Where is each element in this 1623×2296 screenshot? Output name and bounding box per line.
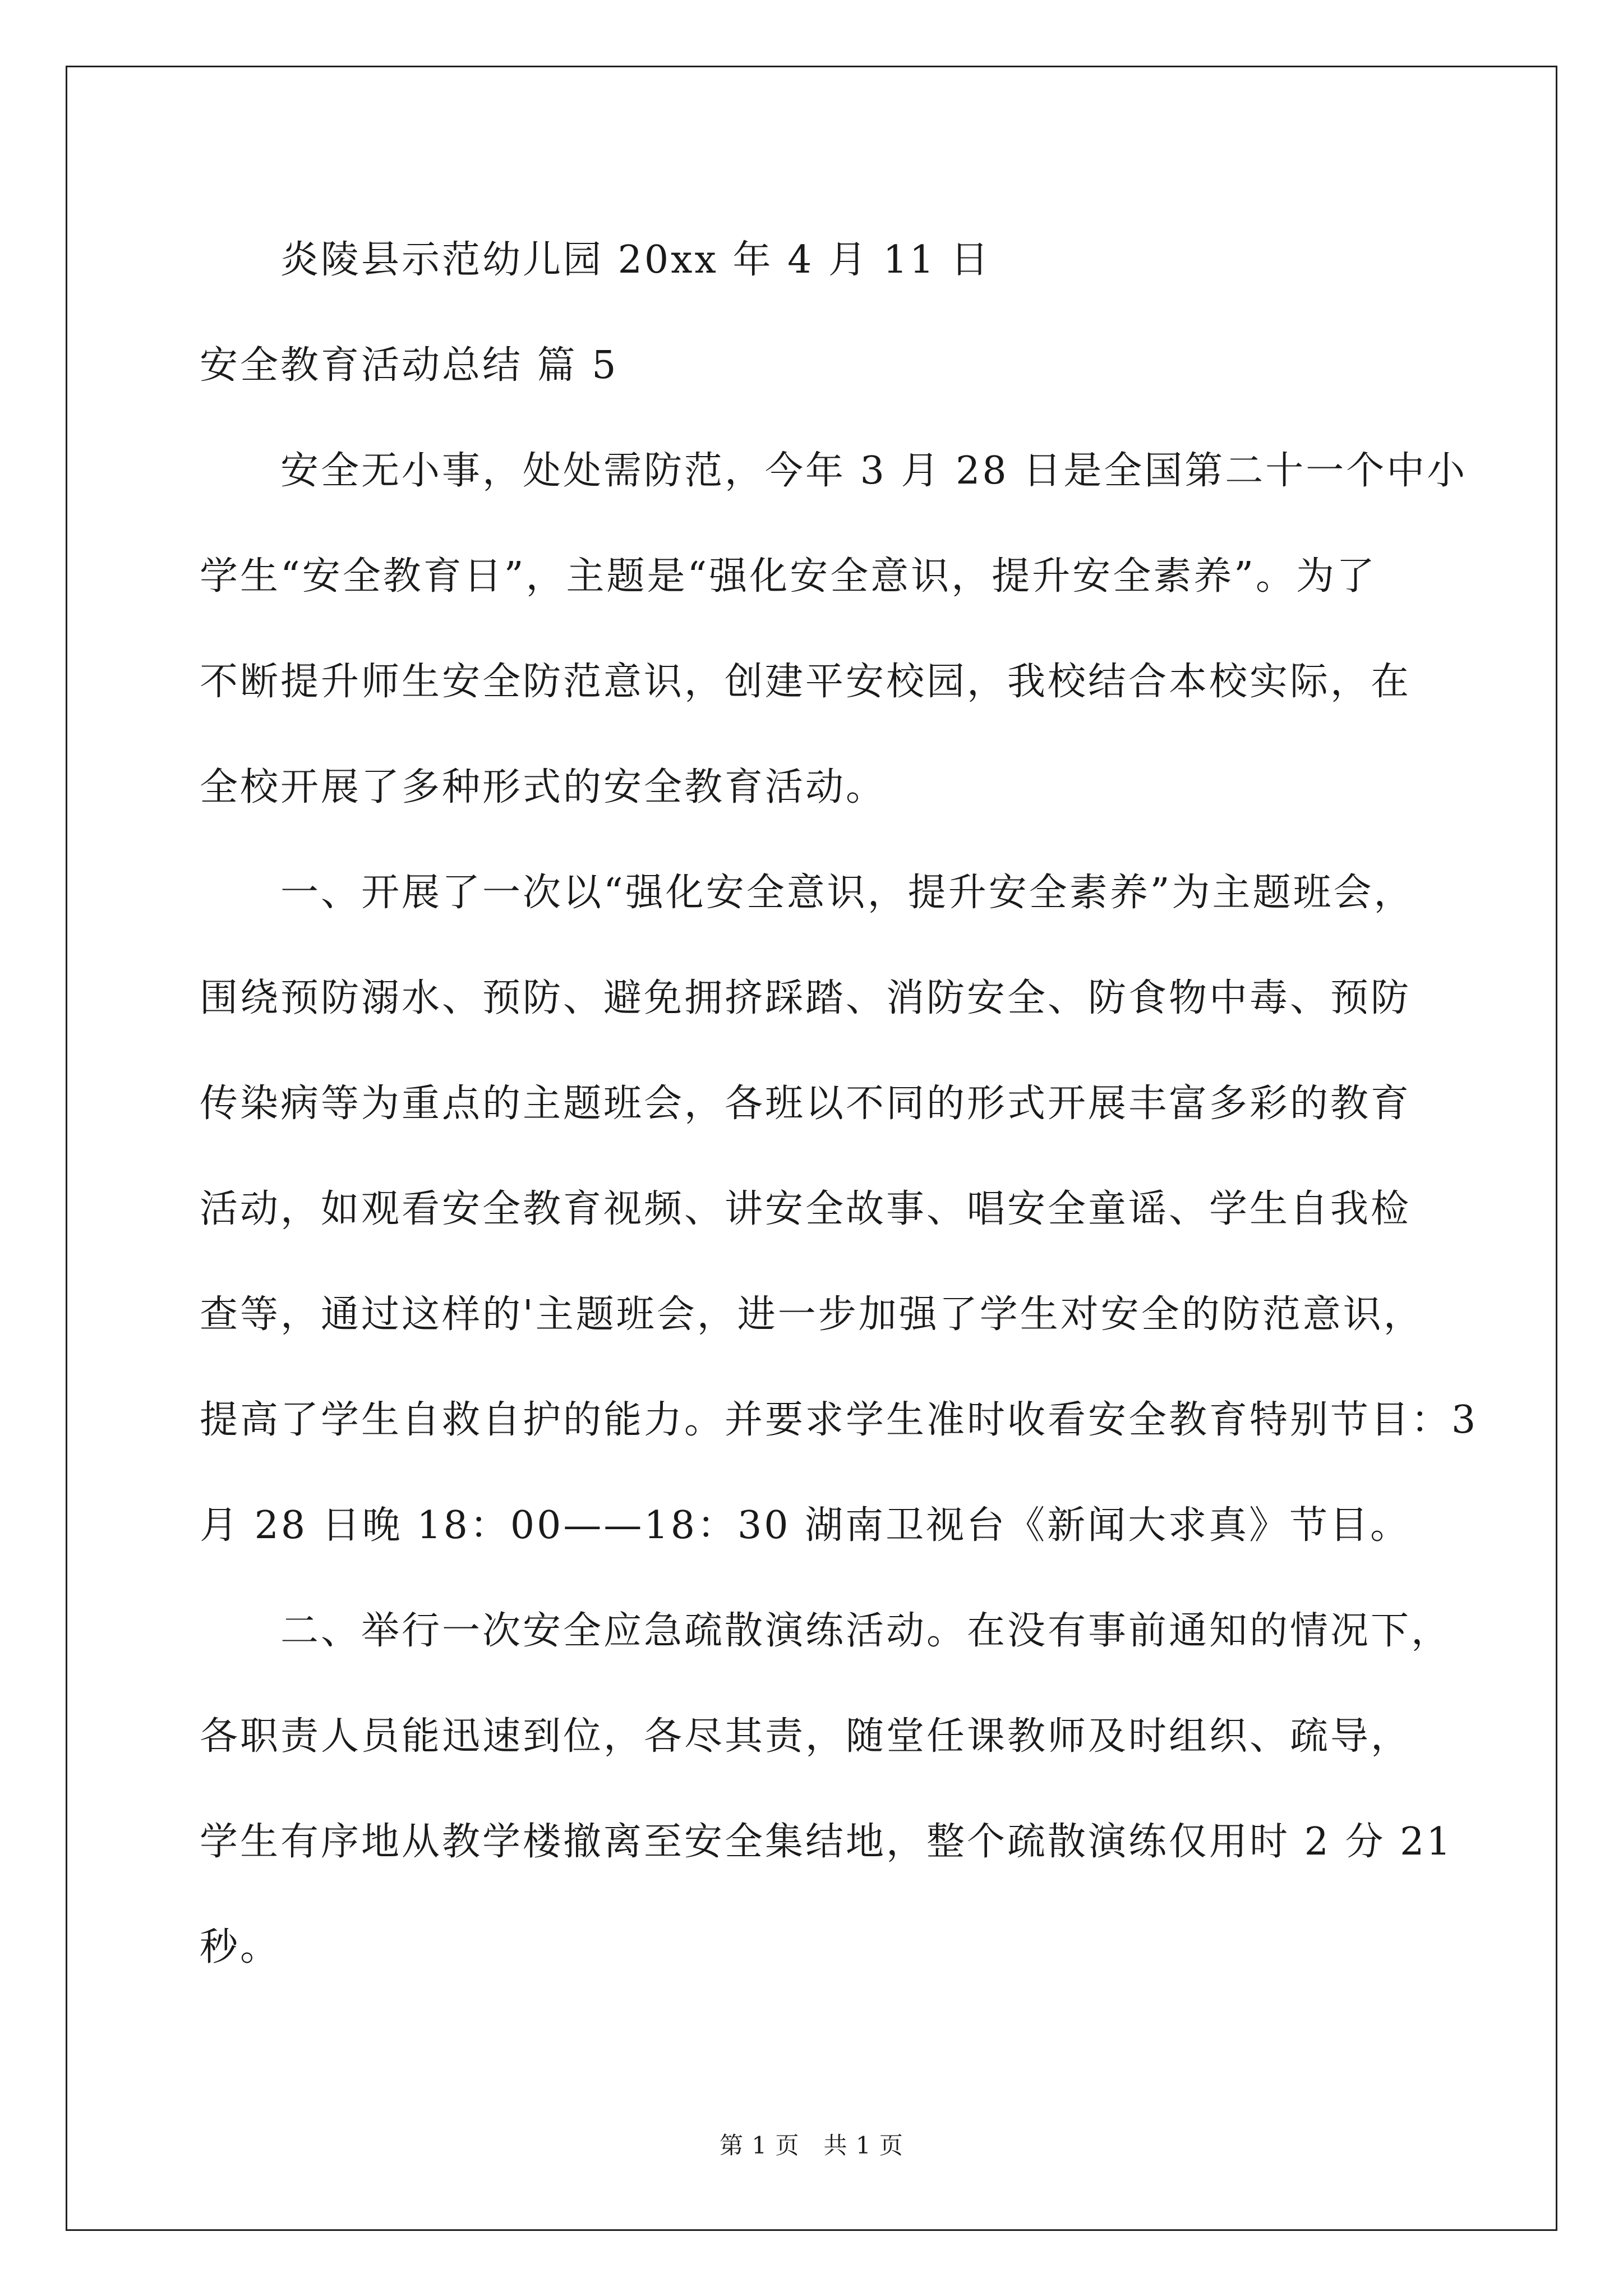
text-line: 提高了学生自救自护的能力。并要求学生准时收看安全教育特别节目：3 [200, 1398, 1478, 1442]
text-line: 秒。 [200, 1925, 281, 1970]
text-line: 查等，通过这样的'主题班会，进一步加强了学生对安全的防范意识， [200, 1292, 1424, 1337]
text-line: 一、开展了一次以“强化安全意识，提升安全素养”为主题班会， [280, 871, 1414, 915]
page-number-footer: 第 1 页 共 1 页 [720, 2132, 903, 2159]
text-line: 学生有序地从教学楼撤离至安全集结地，整个疏散演练仅用时 2 分 21 [200, 1820, 1453, 1864]
section-heading: 安全教育活动总结 篇 5 [200, 343, 619, 388]
text-line: 全校开展了多种形式的安全教育活动。 [200, 765, 887, 809]
text-line: 传染病等为重点的主题班会，各班以不同的形式开展丰富多彩的教育 [200, 1082, 1412, 1126]
document-body [200, 208, 1478, 2000]
text-line: 炎陵县示范幼儿园 20xx 年 4 月 11 日 [280, 238, 991, 282]
text-line: 学生“安全教育日”，主题是“强化安全意识，提升安全素养”。为了 [200, 554, 1377, 599]
text-line: 各职责人员能迅速到位，各尽其责，随堂任课教师及时组织、疏导， [200, 1714, 1412, 1759]
text-line: 二、举行一次安全应急疏散演练活动。在没有事前通知的情况下， [280, 1609, 1452, 1653]
text-line: 不断提升师生安全防范意识，创建平安校园，我校结合本校实际，在 [200, 660, 1412, 704]
text-line: 围绕预防溺水、预防、避免拥挤踩踏、消防安全、防食物中毒、预防 [200, 976, 1412, 1020]
text-line: 安全无小事，处处需防范，今年 3 月 28 日是全国第二十一个中小 [280, 449, 1468, 493]
text-line: 月 28 日晚 18：00——18：30 湖南卫视台《新闻大求真》节目。 [200, 1503, 1411, 1548]
text-line: 活动，如观看安全教育视频、讲安全故事、唱安全童谣、学生自我检 [200, 1187, 1412, 1231]
